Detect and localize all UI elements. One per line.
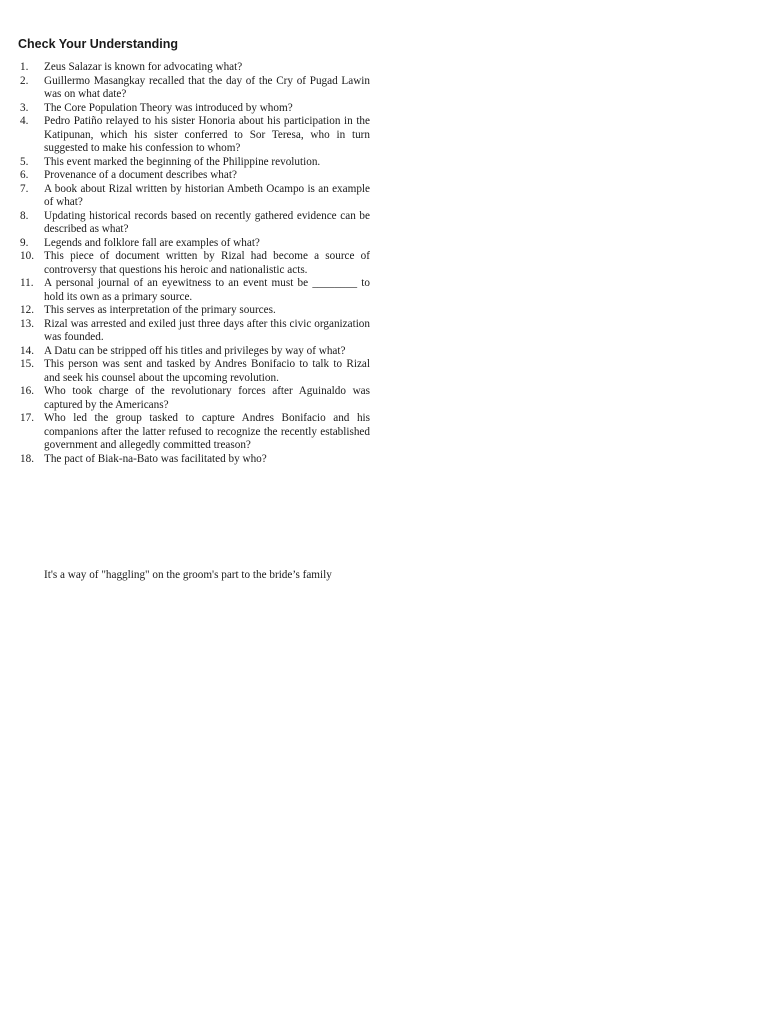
question-item — [20, 102, 370, 116]
question-number: 14. — [20, 344, 34, 357]
question-item — [20, 385, 370, 412]
question-list — [20, 61, 370, 466]
section-heading: Check Your Understanding — [18, 37, 178, 51]
question-number: 16. — [20, 385, 34, 397]
question-number: 2. — [20, 74, 29, 87]
question-item — [20, 358, 370, 385]
question-number: 5. — [20, 155, 29, 168]
question-text: The pact of Biak-na-Bato was facilitated by who? — [44, 452, 267, 465]
trailing-note: It's a way of "haggling" on the groom's part to the bride’s family — [44, 569, 332, 581]
question-text: Rizal was arrested and exiled just three days after this civic organization was founded. — [44, 317, 370, 343]
question-text: Who took charge of the revolutionary forces after Aguinaldo was captured by the Americans? — [44, 385, 370, 411]
question-text: Provenance of a document describes what? — [44, 169, 237, 181]
question-number: 4. — [20, 115, 29, 127]
question-number: 8. — [20, 209, 29, 222]
question-text: A personal journal of an eyewitness to an event must be ________ to hold its own as a primary source. — [44, 277, 370, 303]
question-item — [20, 115, 370, 156]
question-text: Updating historical records based on recently gathered evidence can be described as what? — [44, 209, 370, 235]
question-number: 18. — [20, 452, 34, 465]
question-number: 10. — [20, 250, 34, 262]
question-text: Legends and folklore fall are examples of what? — [44, 236, 260, 249]
question-item — [20, 304, 370, 318]
question-item — [20, 75, 370, 102]
question-number: 13. — [20, 317, 34, 330]
question-text: Guillermo Masangkay recalled that the day of the Cry of Pugad Lawin was on what date? — [44, 74, 370, 100]
question-item — [20, 412, 370, 453]
question-number: 3. — [20, 101, 29, 114]
question-item — [20, 210, 370, 237]
question-number: 9. — [20, 236, 29, 249]
question-number: 7. — [20, 182, 29, 195]
question-item — [20, 156, 370, 170]
question-number: 12. — [20, 304, 34, 316]
question-text: A Datu can be stripped off his titles and privileges by way of what? — [44, 344, 346, 357]
question-item — [20, 345, 370, 359]
question-text: The Core Population Theory was introduced by whom? — [44, 101, 293, 114]
question-item — [20, 183, 370, 210]
question-text: This person was sent and tasked by Andres Bonifacio to talk to Rizal and seek his counsel about the upcoming revolution. — [44, 358, 370, 384]
question-text: Zeus Salazar is known for advocating what? — [44, 61, 243, 73]
question-item — [20, 169, 370, 183]
question-item — [20, 250, 370, 277]
question-text: This piece of document written by Rizal had become a source of controversy that questions his heroic and nationalistic acts. — [44, 250, 370, 276]
question-number: 15. — [20, 358, 34, 370]
question-number: 11. — [20, 277, 34, 289]
question-text: This event marked the beginning of the Philippine revolution. — [44, 155, 321, 168]
question-number: 17. — [20, 412, 34, 424]
question-number: 6. — [20, 169, 29, 181]
question-text: A book about Rizal written by historian Ambeth Ocampo is an example of what? — [44, 182, 370, 208]
question-item — [20, 237, 370, 251]
question-item — [20, 318, 370, 345]
question-text: This serves as interpretation of the primary sources. — [44, 304, 276, 316]
question-number: 1. — [20, 61, 29, 73]
question-item — [20, 61, 370, 75]
question-item — [20, 453, 370, 467]
question-item — [20, 277, 370, 304]
question-text: Who led the group tasked to capture Andres Bonifacio and his companions after the latter refused to recognize the recently established government and allegedly committed treason? — [44, 412, 370, 451]
question-text: Pedro Patiño relayed to his sister Honoria about his participation in the Katipunan, which his sister conferred to Sor Teresa, who in turn suggested to make his confession to whom? — [44, 115, 370, 154]
